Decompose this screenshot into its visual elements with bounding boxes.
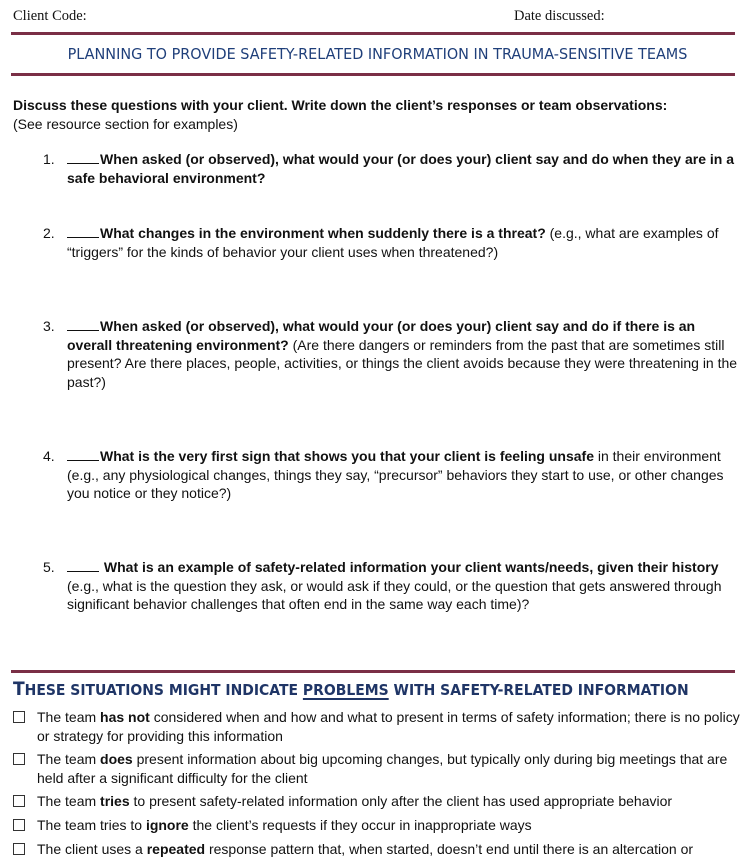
item-text: response pattern that, when started, doesn’t end until there is an altercation or <box>205 841 694 857</box>
intro-instruction: Discuss these questions with your client. Write down the client’s responses or team observations: <box>13 97 668 113</box>
question-bold: What changes in the environment when suddenly there is a threat? <box>100 225 546 241</box>
section-rule <box>11 670 735 673</box>
item-text: the client’s requests if they occur in inappropriate ways <box>188 817 532 833</box>
client-code-label: Client Code: <box>13 8 87 24</box>
item-text: to present safety-related information only after the client has used appropriate behavior <box>129 793 673 809</box>
title-rule <box>11 73 735 76</box>
question-4 <box>43 447 743 503</box>
question-number: 1. <box>43 151 55 167</box>
question-number: 3. <box>43 318 55 334</box>
item-text: considered when and how and what to present in terms of safety information; there is no policy or strategy for providing this information <box>37 709 740 744</box>
question-1 <box>43 150 743 187</box>
item-text: The team tries to <box>37 817 146 833</box>
item-text: The team <box>37 751 101 767</box>
question-number: 2. <box>43 225 55 241</box>
checklist-item <box>13 840 743 859</box>
checkbox[interactable] <box>13 819 25 831</box>
page-title: PLANNING TO PROVIDE SAFETY-RELATED INFORMATION IN TRAUMA-SENSITIVE TEAMS <box>67 45 688 63</box>
question-bold: What is an example of safety-related information your client wants/needs, given their history <box>100 559 719 575</box>
checkbox[interactable] <box>13 843 25 855</box>
question-bold: What is the very first sign that shows you that your client is feeling unsafe <box>100 448 594 464</box>
heading-first-letter: T <box>13 678 25 700</box>
intro-note: (See resource section for examples) <box>13 115 238 132</box>
checkbox[interactable] <box>13 711 25 723</box>
item-text: present information about big upcoming changes, but typically only during big meetings that are held after a significant difficulty for the client <box>37 751 728 786</box>
date-discussed-label: Date discussed: <box>514 8 605 24</box>
question-2 <box>43 224 743 261</box>
answer-blank[interactable] <box>67 558 99 572</box>
item-bold: tries <box>100 793 130 809</box>
checklist-item <box>13 708 743 745</box>
checkbox[interactable] <box>13 795 25 807</box>
answer-blank[interactable] <box>67 150 99 164</box>
question-3 <box>43 317 743 391</box>
item-bold: repeated <box>146 841 206 857</box>
question-rest: (e.g., what are examples of “triggers” for the kinds of behavior your client uses when threatened?) <box>67 225 719 260</box>
item-text: The team <box>37 709 101 725</box>
heading-part1: HESE SITUATIONS MIGHT INDICATE <box>24 681 303 699</box>
question-bold: When asked (or observed), what would your (or does your) client say and do if there is an overall threatening environment? <box>67 318 696 353</box>
item-bold: has not <box>100 709 150 725</box>
question-number: 4. <box>43 448 55 464</box>
heading-part2: WITH SAFETY-RELATED INFORMATION <box>388 681 689 699</box>
item-bold: does <box>100 751 133 767</box>
question-5 <box>43 558 743 614</box>
heading-underlined: PROBLEMS <box>302 681 389 699</box>
question-bold: When asked (or observed), what would your (or does your) client say and do when they are in a safe behavioral environment? <box>67 151 735 186</box>
question-rest: (e.g., what is the question they ask, or would ask if they could, or the question that gets answered through significant behavior challenges that often end in the same way each time)? <box>67 577 722 612</box>
section-heading <box>13 678 689 700</box>
checklist-item <box>13 816 743 835</box>
intro <box>13 96 748 133</box>
checkbox[interactable] <box>13 753 25 765</box>
answer-blank[interactable] <box>67 224 99 238</box>
question-rest: in their environment (e.g., any physiological changes, things they say, “precursor” behaviors they start to use, or other changes you notice or they notice?) <box>67 448 724 501</box>
answer-blank[interactable] <box>67 447 99 461</box>
answer-blank[interactable] <box>67 317 99 331</box>
item-text: The team <box>37 793 101 809</box>
question-number: 5. <box>43 559 55 575</box>
question-rest: (Are there dangers or reminders from the past that are sometimes still present? Are there places, people, activities, or things the client avoids because they were threatening in the past?) <box>67 336 738 390</box>
top-rule <box>11 32 735 35</box>
item-bold: ignore <box>145 817 189 833</box>
checklist-item <box>13 750 743 787</box>
item-text: The client uses a <box>37 841 147 857</box>
checklist-item <box>13 792 743 811</box>
